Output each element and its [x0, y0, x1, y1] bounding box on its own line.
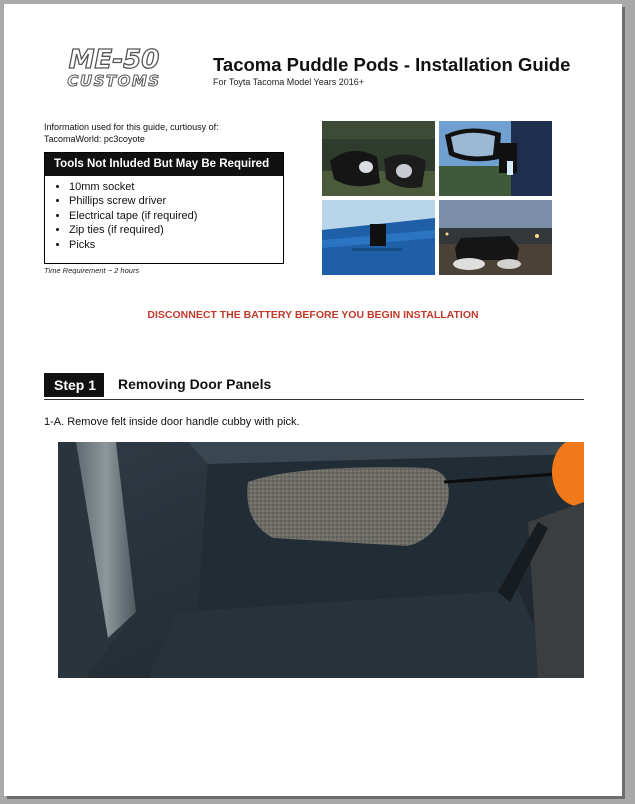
battery-warning: DISCONNECT THE BATTERY BEFORE YOU BEGIN INSTALLATION	[147, 309, 479, 321]
step-badge: Step 1	[44, 373, 104, 397]
tool-item: • 10mm socket	[69, 180, 283, 194]
tools-list	[45, 180, 283, 252]
page-title: Tacoma Puddle Pods - Installation Guide	[213, 54, 571, 75]
tool-item: • Picks	[69, 238, 283, 252]
tools-header: Tools Not Inluded But May Be Required	[45, 153, 283, 176]
logo-top-text: ME-50	[68, 45, 160, 75]
page-subtitle: For Toyta Tacoma Model Years 2016+	[213, 77, 365, 87]
step-instruction: 1-A. Remove felt inside door handle cubby with pick.	[44, 416, 300, 428]
credit-line-1: Information used for this guide, curtiousy of:	[44, 122, 219, 132]
blue-truck-photo	[322, 200, 435, 275]
logo-bottom-text: CUSTOMS	[67, 72, 161, 90]
time-requirement: Time Requirement ~ 2 hours	[44, 266, 140, 275]
document-page	[4, 4, 622, 796]
mirror-closeup-photo	[439, 121, 552, 196]
tool-item: • Electrical tape (if required)	[69, 209, 283, 223]
meso-customs-logo	[44, 44, 184, 90]
truck-night-photo	[439, 200, 552, 275]
credit-block	[44, 121, 304, 145]
tool-item: • Zip ties (if required)	[69, 223, 283, 237]
credit-line-2: TacomaWorld: pc3coyote	[44, 134, 145, 144]
step-title: Removing Door Panels	[118, 376, 272, 392]
step-header	[44, 371, 584, 400]
tool-item: • Phillips screw driver	[69, 194, 283, 208]
mirror-pods-photo	[322, 121, 435, 196]
door-cubby-photo	[58, 442, 584, 678]
product-photo-grid	[322, 121, 552, 275]
tools-box	[44, 152, 284, 264]
